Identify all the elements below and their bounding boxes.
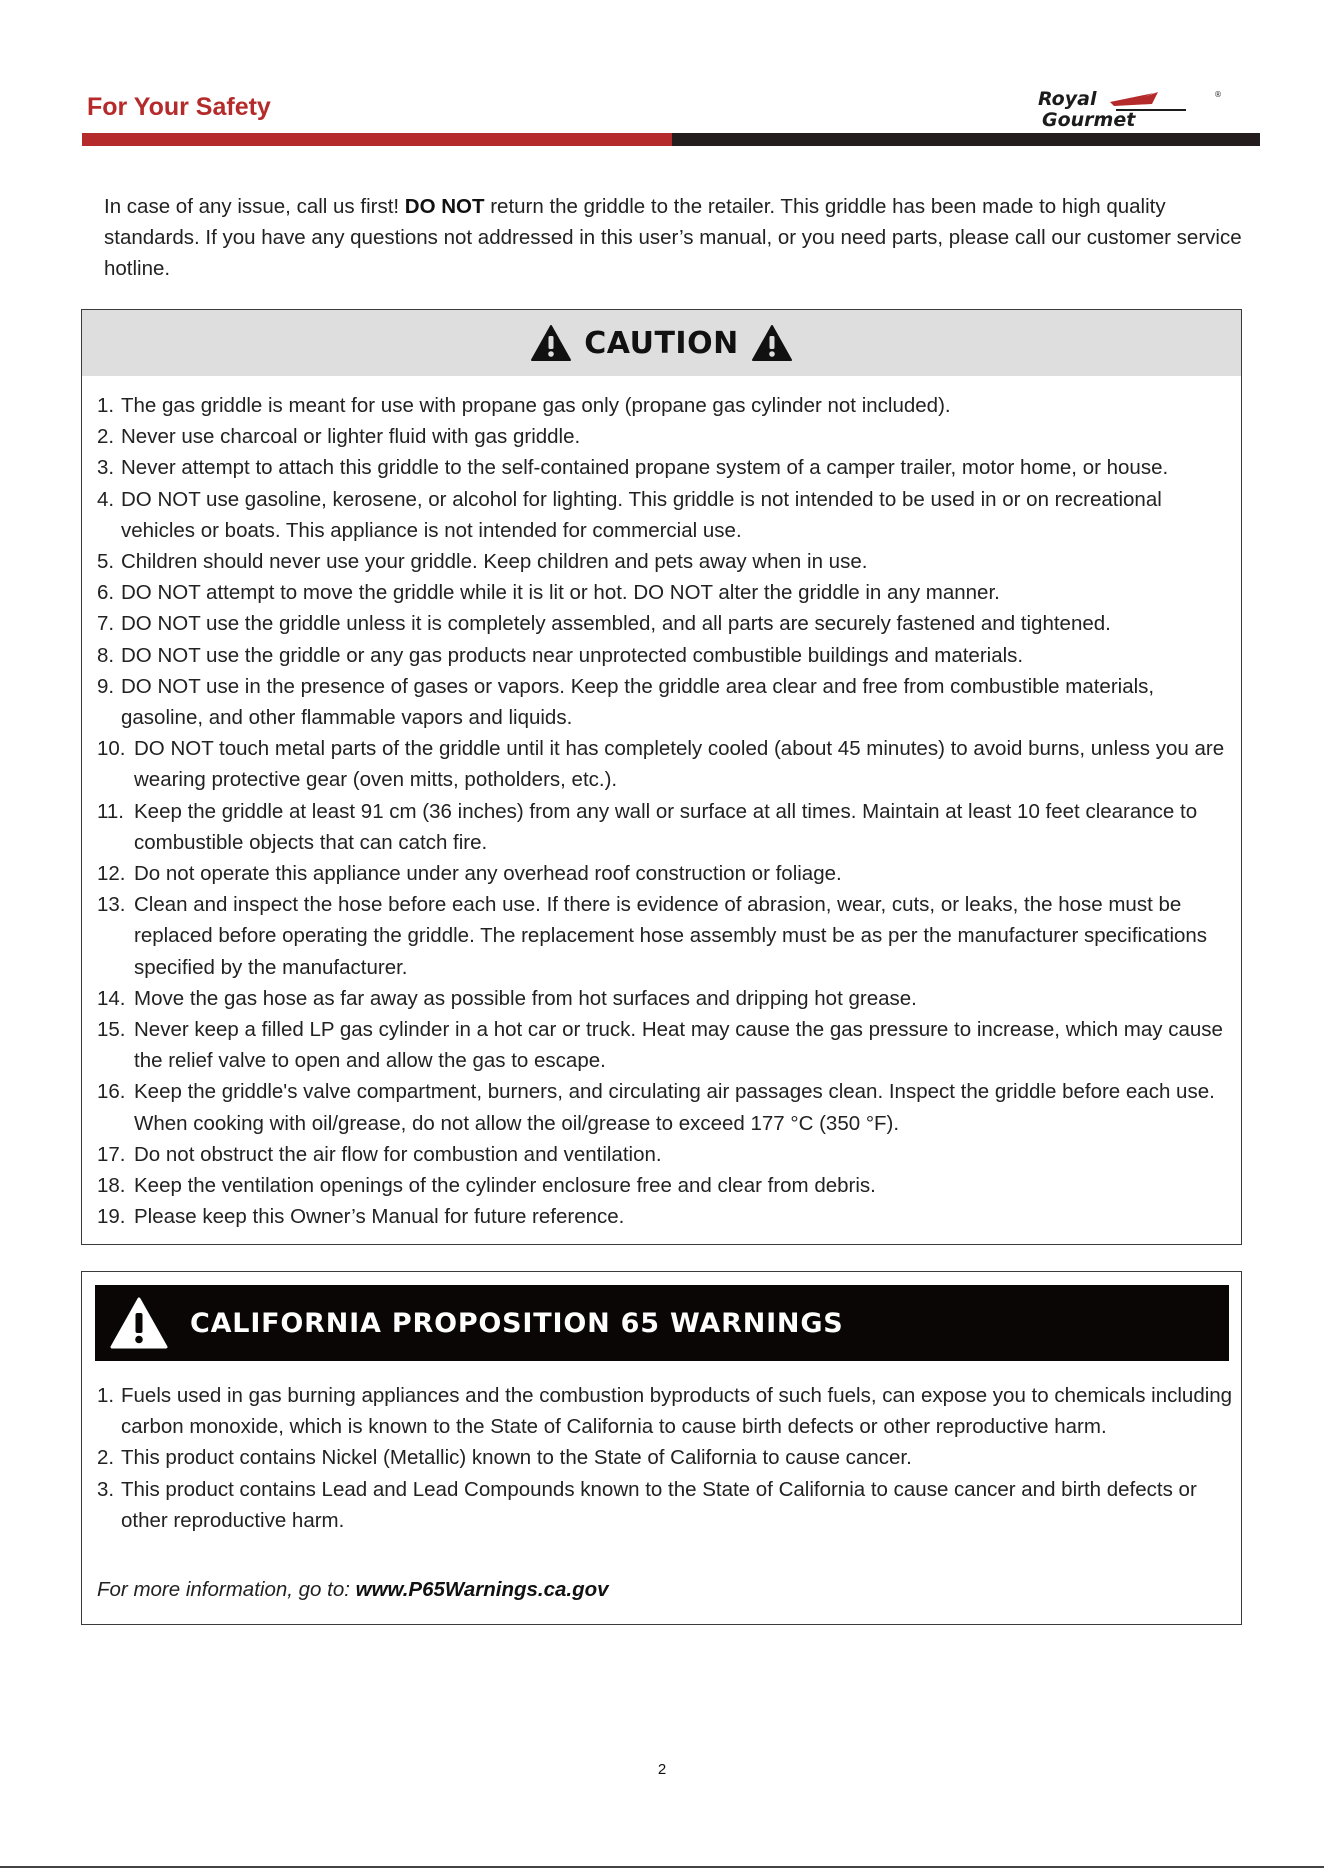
caution-list bbox=[97, 390, 1237, 1232]
warning-triangle-icon bbox=[530, 324, 572, 362]
item-text: Clean and inspect the hose before each use. If there is evidence of abrasion, wear, cuts, or leaks, the hose must be replaced before operating the griddle. The replacement hose assembly must be as per the manufacturer specifications specified by the manufacturer. bbox=[134, 893, 1208, 979]
item-text: Do not obstruct the air flow for combustion and ventilation. bbox=[134, 1142, 662, 1166]
list-item bbox=[97, 1474, 1247, 1536]
item-number: 12. bbox=[97, 862, 132, 886]
prop65-title: CALIFORNIA PROPOSITION 65 WARNINGS bbox=[190, 1307, 844, 1339]
item-number: 8. bbox=[97, 643, 120, 667]
bottom-rule bbox=[0, 1866, 1324, 1868]
caution-title: CAUTION bbox=[584, 325, 739, 361]
item-text: DO NOT use in the presence of gases or vapors. Keep the griddle area clear and free from combustible materials, gasoline, and other flammable vapors and liquids. bbox=[121, 674, 1155, 730]
item-number: 11. bbox=[97, 799, 130, 823]
item-number: 4. bbox=[97, 487, 120, 511]
item-number: 2. bbox=[97, 425, 120, 449]
item-number: 7. bbox=[97, 612, 120, 636]
list-item bbox=[97, 983, 1237, 1014]
item-text: This product contains Nickel (Metallic) known to the State of California to cause cancer. bbox=[121, 1446, 912, 1470]
header-rule-dark bbox=[672, 133, 1260, 146]
item-number: 1. bbox=[97, 1384, 120, 1407]
caution-box bbox=[81, 309, 1242, 1245]
list-item bbox=[97, 1170, 1237, 1201]
list-item bbox=[97, 546, 1237, 577]
list-item bbox=[97, 452, 1237, 483]
list-item bbox=[97, 1201, 1237, 1232]
list-item bbox=[97, 671, 1237, 733]
item-text: Keep the griddle at least 91 cm (36 inches) from any wall or surface at all times. Maintain at least 10 feet clearance to combustible objects that can catch fire. bbox=[134, 799, 1198, 854]
more-info-line: For more information, go to: www.P65Warnings.ca.gov bbox=[97, 1578, 609, 1601]
item-number: 10. bbox=[97, 737, 132, 761]
item-text: Move the gas hose as far away as possible from hot surfaces and dripping hot grease. bbox=[134, 986, 917, 1010]
prop65-banner bbox=[95, 1285, 1229, 1361]
svg-text:Royal: Royal bbox=[1038, 88, 1097, 110]
item-text: DO NOT use gasoline, kerosene, or alcohol for lighting. This griddle is not intended to be used in or on recreational vehicles or boats. This appliance is not intended for commercial use. bbox=[121, 487, 1162, 542]
prop65-list bbox=[97, 1380, 1247, 1536]
page-number: 2 bbox=[657, 1761, 667, 1778]
item-number: 13. bbox=[97, 893, 132, 917]
list-item bbox=[97, 608, 1237, 639]
item-number: 9. bbox=[97, 674, 120, 698]
item-text: Fuels used in gas burning appliances and the combustion byproducts of such fuels, can expose you to chemicals including carbon monoxide, which is known to the State of California to cause birth defects or other reproductive harm. bbox=[121, 1384, 1233, 1439]
header-rule-red bbox=[82, 133, 672, 146]
list-item bbox=[97, 1442, 1247, 1473]
item-number: 19. bbox=[97, 1205, 132, 1229]
list-item bbox=[97, 796, 1237, 858]
list-item bbox=[97, 1076, 1237, 1138]
prop65-box bbox=[81, 1271, 1242, 1625]
item-number: 18. bbox=[97, 1174, 132, 1198]
list-item bbox=[97, 1139, 1237, 1170]
item-number: 15. bbox=[97, 1018, 132, 1042]
item-number: 1. bbox=[97, 394, 120, 417]
svg-text:Gourmet: Gourmet bbox=[1042, 109, 1136, 130]
item-text: This product contains Lead and Lead Compounds known to the State of California to cause cancer and birth defects or other reproductive harm. bbox=[121, 1477, 1197, 1532]
item-text: DO NOT attempt to move the griddle while it is lit or hot. DO NOT alter the griddle in any manner. bbox=[121, 581, 1000, 605]
item-text: Do not operate this appliance under any overhead roof construction or foliage. bbox=[134, 862, 842, 886]
item-text: Never keep a filled LP gas cylinder in a hot car or truck. Heat may cause the gas pressure to increase, which may cause the relief valve to open and allow the gas to escape. bbox=[134, 1018, 1223, 1073]
item-number: 16. bbox=[97, 1080, 132, 1104]
item-text: Please keep this Owner’s Manual for future reference. bbox=[134, 1205, 625, 1229]
do-not-emphasis: DO NOT bbox=[404, 195, 485, 218]
list-item bbox=[97, 733, 1237, 795]
item-number: 3. bbox=[97, 1477, 120, 1501]
item-text: The gas griddle is meant for use with propane gas only (propane gas cylinder not included). bbox=[121, 394, 951, 417]
caution-header bbox=[82, 310, 1241, 376]
svg-text:®: ® bbox=[1214, 90, 1222, 99]
list-item bbox=[97, 421, 1237, 452]
list-item bbox=[97, 1014, 1237, 1076]
warning-triangle-icon bbox=[109, 1296, 169, 1350]
p65-website-link[interactable]: www.P65Warnings.ca.gov bbox=[355, 1578, 609, 1601]
item-number: 14. bbox=[97, 986, 132, 1010]
item-text: DO NOT use the griddle or any gas products near unprotected combustible buildings and materials. bbox=[121, 643, 1024, 667]
item-number: 6. bbox=[97, 581, 120, 605]
royal-gourmet-logo bbox=[1036, 88, 1236, 130]
item-number: 5. bbox=[97, 550, 120, 574]
item-text: Never use charcoal or lighter fluid with gas griddle. bbox=[121, 425, 581, 449]
item-text: DO NOT touch metal parts of the griddle until it has completely cooled (about 45 minutes) to avoid burns, unless you are wearing protective gear (oven mitts, potholders, etc.). bbox=[134, 737, 1225, 792]
page-title: For Your Safety bbox=[87, 93, 271, 121]
warning-triangle-icon bbox=[751, 324, 793, 362]
list-item bbox=[97, 889, 1237, 983]
item-number: 3. bbox=[97, 456, 120, 480]
item-text: Never attempt to attach this griddle to the self-contained propane system of a camper trailer, motor home, or house. bbox=[121, 456, 1169, 480]
list-item bbox=[97, 1380, 1247, 1442]
list-item bbox=[97, 390, 1237, 421]
item-text: DO NOT use the griddle unless it is completely assembled, and all parts are securely fastened and tightened. bbox=[121, 612, 1111, 636]
list-item bbox=[97, 484, 1237, 546]
list-item bbox=[97, 640, 1237, 671]
item-text: Children should never use your griddle. Keep children and pets away when in use. bbox=[121, 550, 868, 574]
item-number: 17. bbox=[97, 1142, 132, 1166]
item-number: 2. bbox=[97, 1446, 120, 1470]
intro-paragraph: In case of any issue, call us first! DO NOT return the griddle to the retailer. This griddle has been made to high quality standards. If you have any questions not addressed in this user’s manual, or you need parts, please call our customer service hotline. bbox=[104, 195, 1242, 280]
list-item bbox=[97, 577, 1237, 608]
list-item bbox=[97, 858, 1237, 889]
item-text: Keep the ventilation openings of the cylinder enclosure free and clear from debris. bbox=[134, 1174, 876, 1198]
item-text: Keep the griddle's valve compartment, burners, and circulating air passages clean. Inspect the griddle before each use. When cooking with oil/grease, do not allow the oil/grease to exceed 177 °C (350 °F). bbox=[134, 1080, 1215, 1135]
